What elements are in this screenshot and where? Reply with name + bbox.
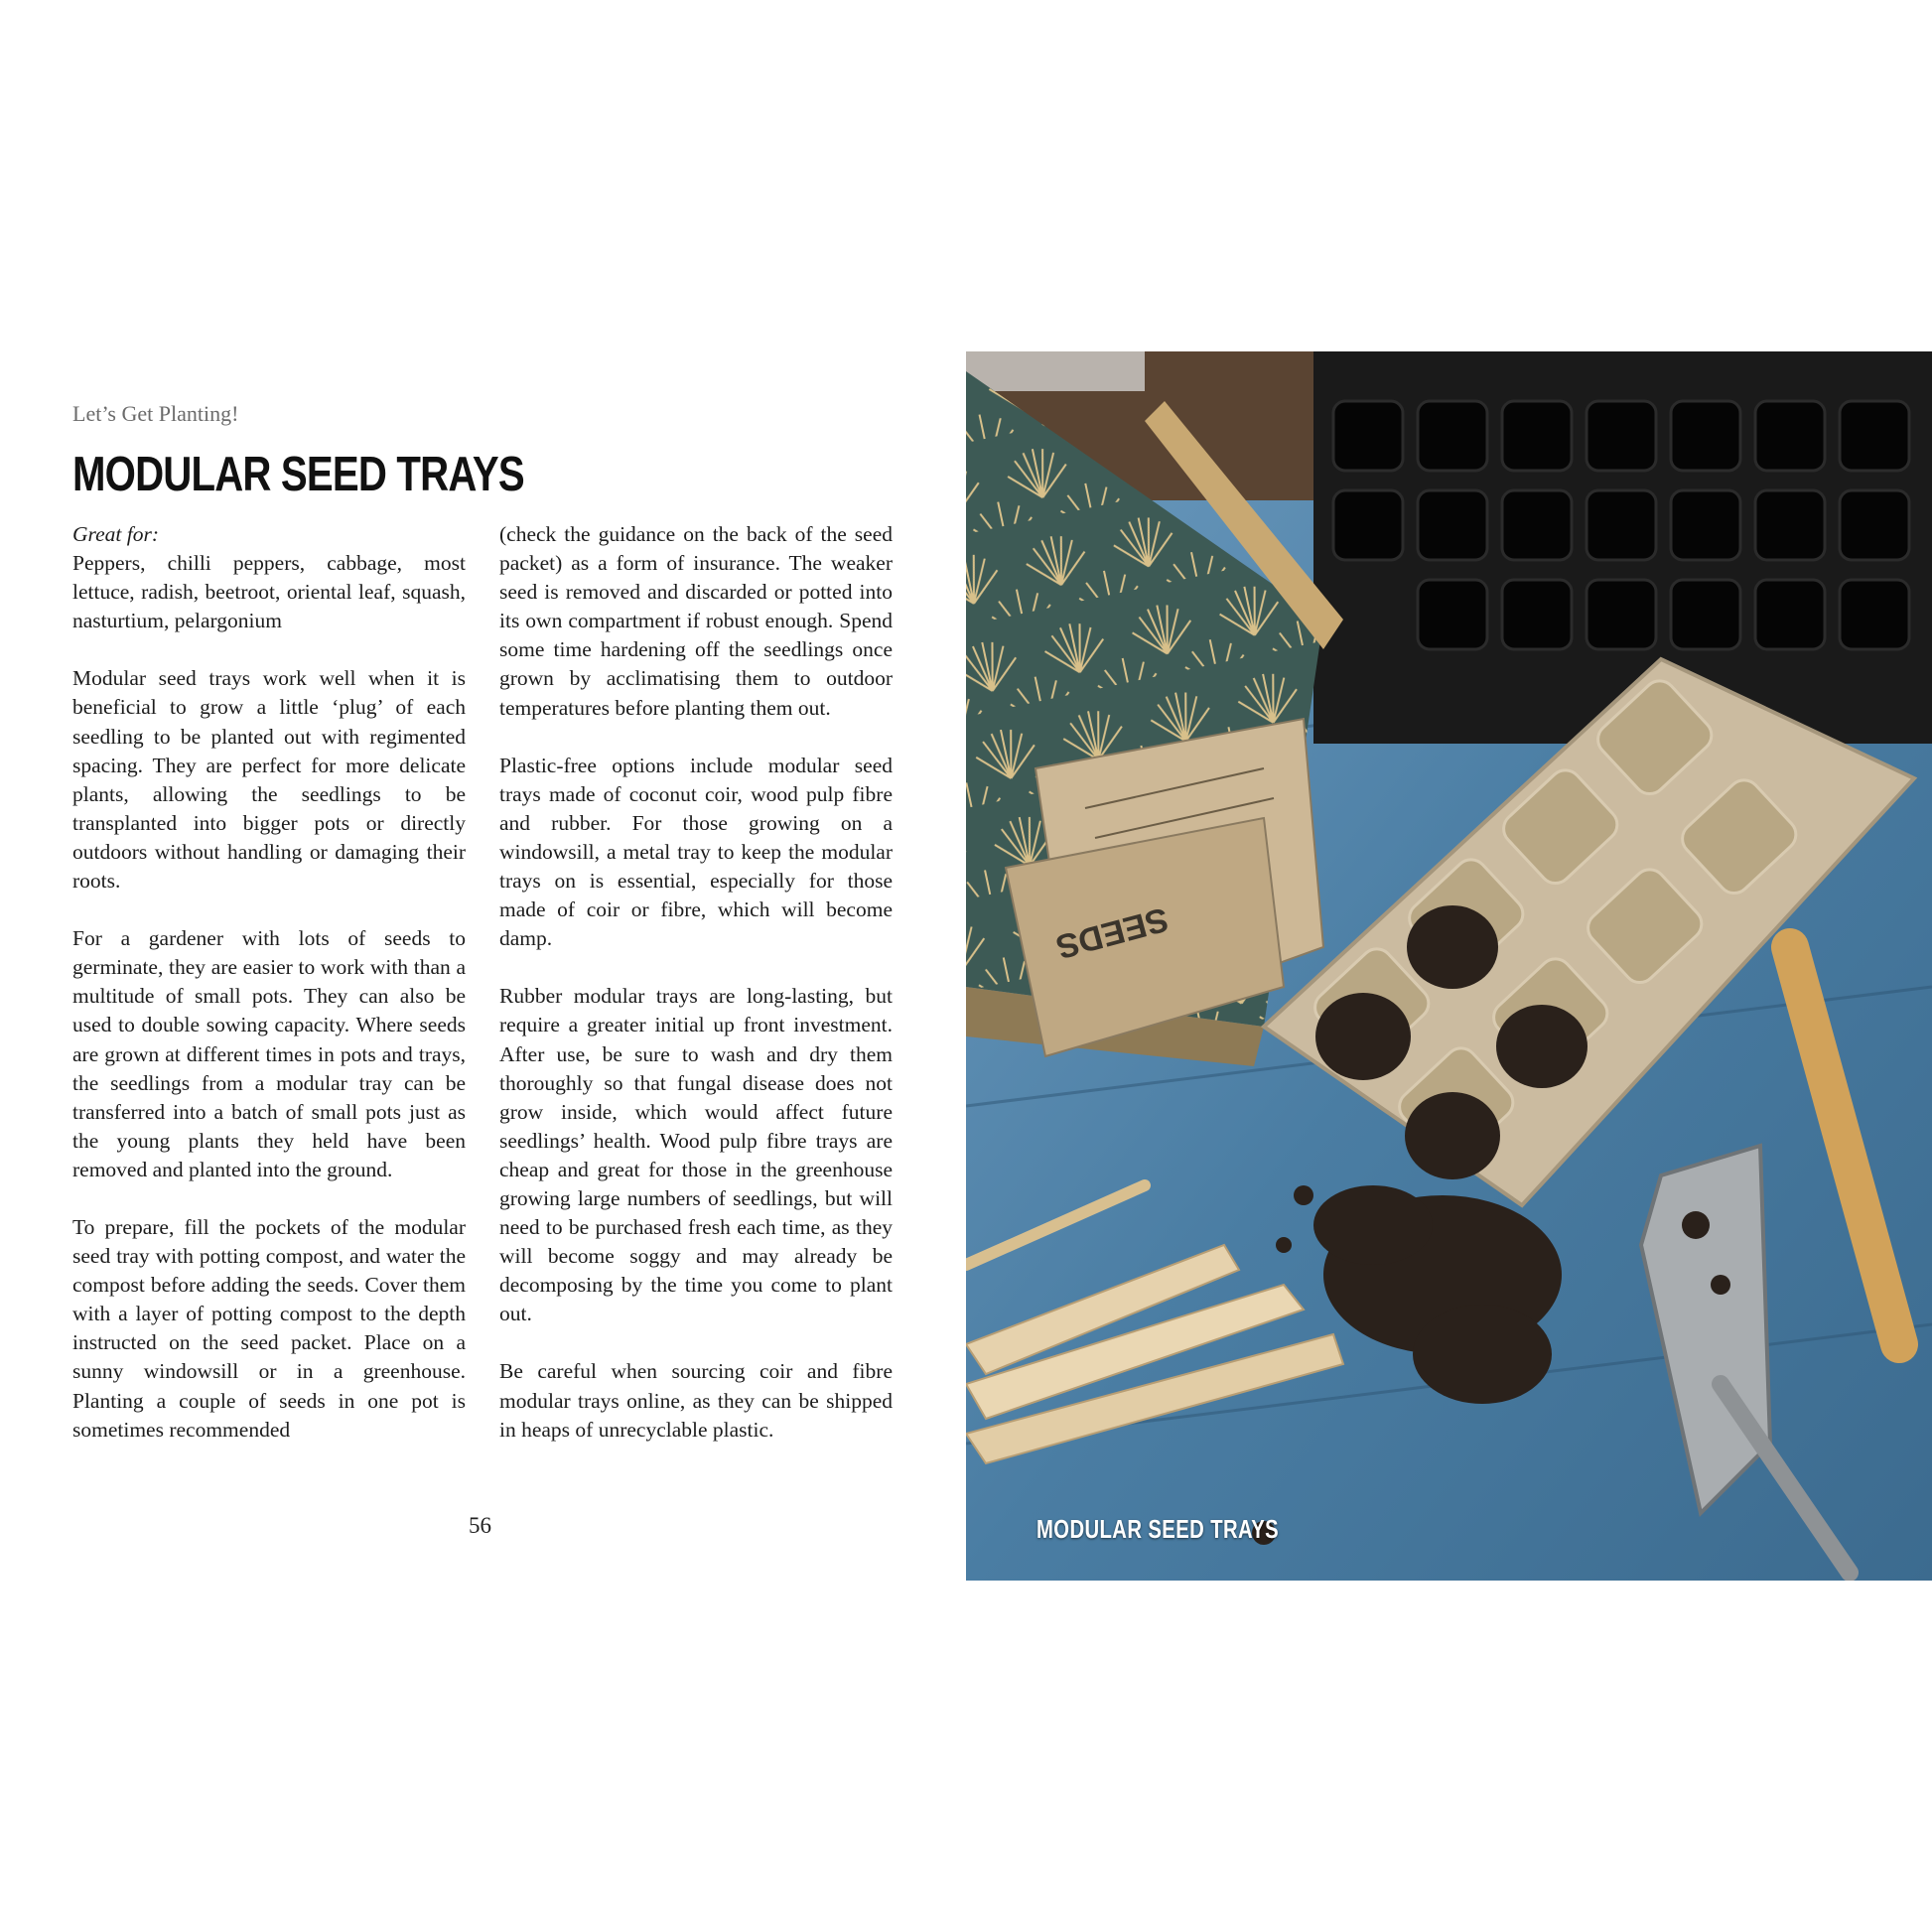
great-for-plants: Peppers, chilli peppers, cabbage, most lettuce, radish, beetroot, oriental leaf, squash, nasturtium, pelargonium xyxy=(72,551,466,633)
photo-modular-seed-trays xyxy=(966,351,1932,1581)
section-title: MODULAR SEED TRAYS xyxy=(72,448,524,501)
packet-label: SEEDS xyxy=(1051,899,1173,966)
paragraph: (check the guidance on the back of the seed packet) as a form of insurance. The weaker seed is removed and discarded or potted into its own compartment if robust enough. Spend some time hardening off the seedlings once grown by acclimatising them to outdoor temperatures before planting them out. xyxy=(499,522,893,720)
paragraph: To prepare, fill the pockets of the modular seed tray with potting compost, and water the compost before adding the seeds. Cover them with a layer of potting compost to the depth instructed on the seed packet. Place on a sunny windowsill or in a greenhouse. Planting a couple of seeds in one pot is sometimes recommended xyxy=(72,1214,466,1442)
running-head: Let’s Get Planting! xyxy=(72,401,239,426)
paragraph: Modular seed trays work well when it is beneficial to grow a little ‘plug’ of each seedling to be planted out with regimented spacing. They are perfect for more delicate plants, allowing the seedlings to be transplanted into bigger pots or directly outdoors without handling or damaging their roots. xyxy=(72,666,466,894)
paragraph: For a gardener with lots of seeds to germinate, they are easier to work with than a multitude of small pots. They can also be used to double sowing capacity. Where seeds are grown at different times in pots and trays, the seedlings from a modular tray can be transferred into a batch of small pots just as the young plants they held have been removed and planted into the ground. xyxy=(72,926,466,1181)
black-plastic-tray xyxy=(1313,351,1932,744)
page-number: 56 xyxy=(469,1513,491,1538)
photo-caption: MODULAR SEED TRAYS xyxy=(1036,1514,1280,1544)
photo-illustration xyxy=(966,351,1932,1581)
text-column-right xyxy=(499,520,893,1473)
text-column-left xyxy=(72,520,466,1473)
paragraph: Be careful when sourcing coir and fibre modular trays online, as they can be shipped in heaps of unrecyclable plastic. xyxy=(499,1359,893,1442)
great-for-block xyxy=(72,520,466,635)
paragraph: Plastic-free options include modular seed trays made of coconut coir, wood pulp fibre and rubber. For those growing on a windowsill, a metal tray to keep the modular trays on is essential, especially for those made of coir or fibre, which will become damp. xyxy=(499,753,893,951)
great-for-label: Great for: xyxy=(72,522,159,546)
paragraph: Rubber modular trays are long-lasting, but require a greater initial up front investment. After use, be sure to wash and dry them thoroughly so that fungal disease does not grow inside, which would affect future seedlings’ health. Wood pulp fibre trays are cheap and great for those in the greenhouse growing large numbers of seedlings, but will need to be purchased fresh each time, as they will become soggy and may already be decomposing by the time you come to plant out. xyxy=(499,984,893,1326)
